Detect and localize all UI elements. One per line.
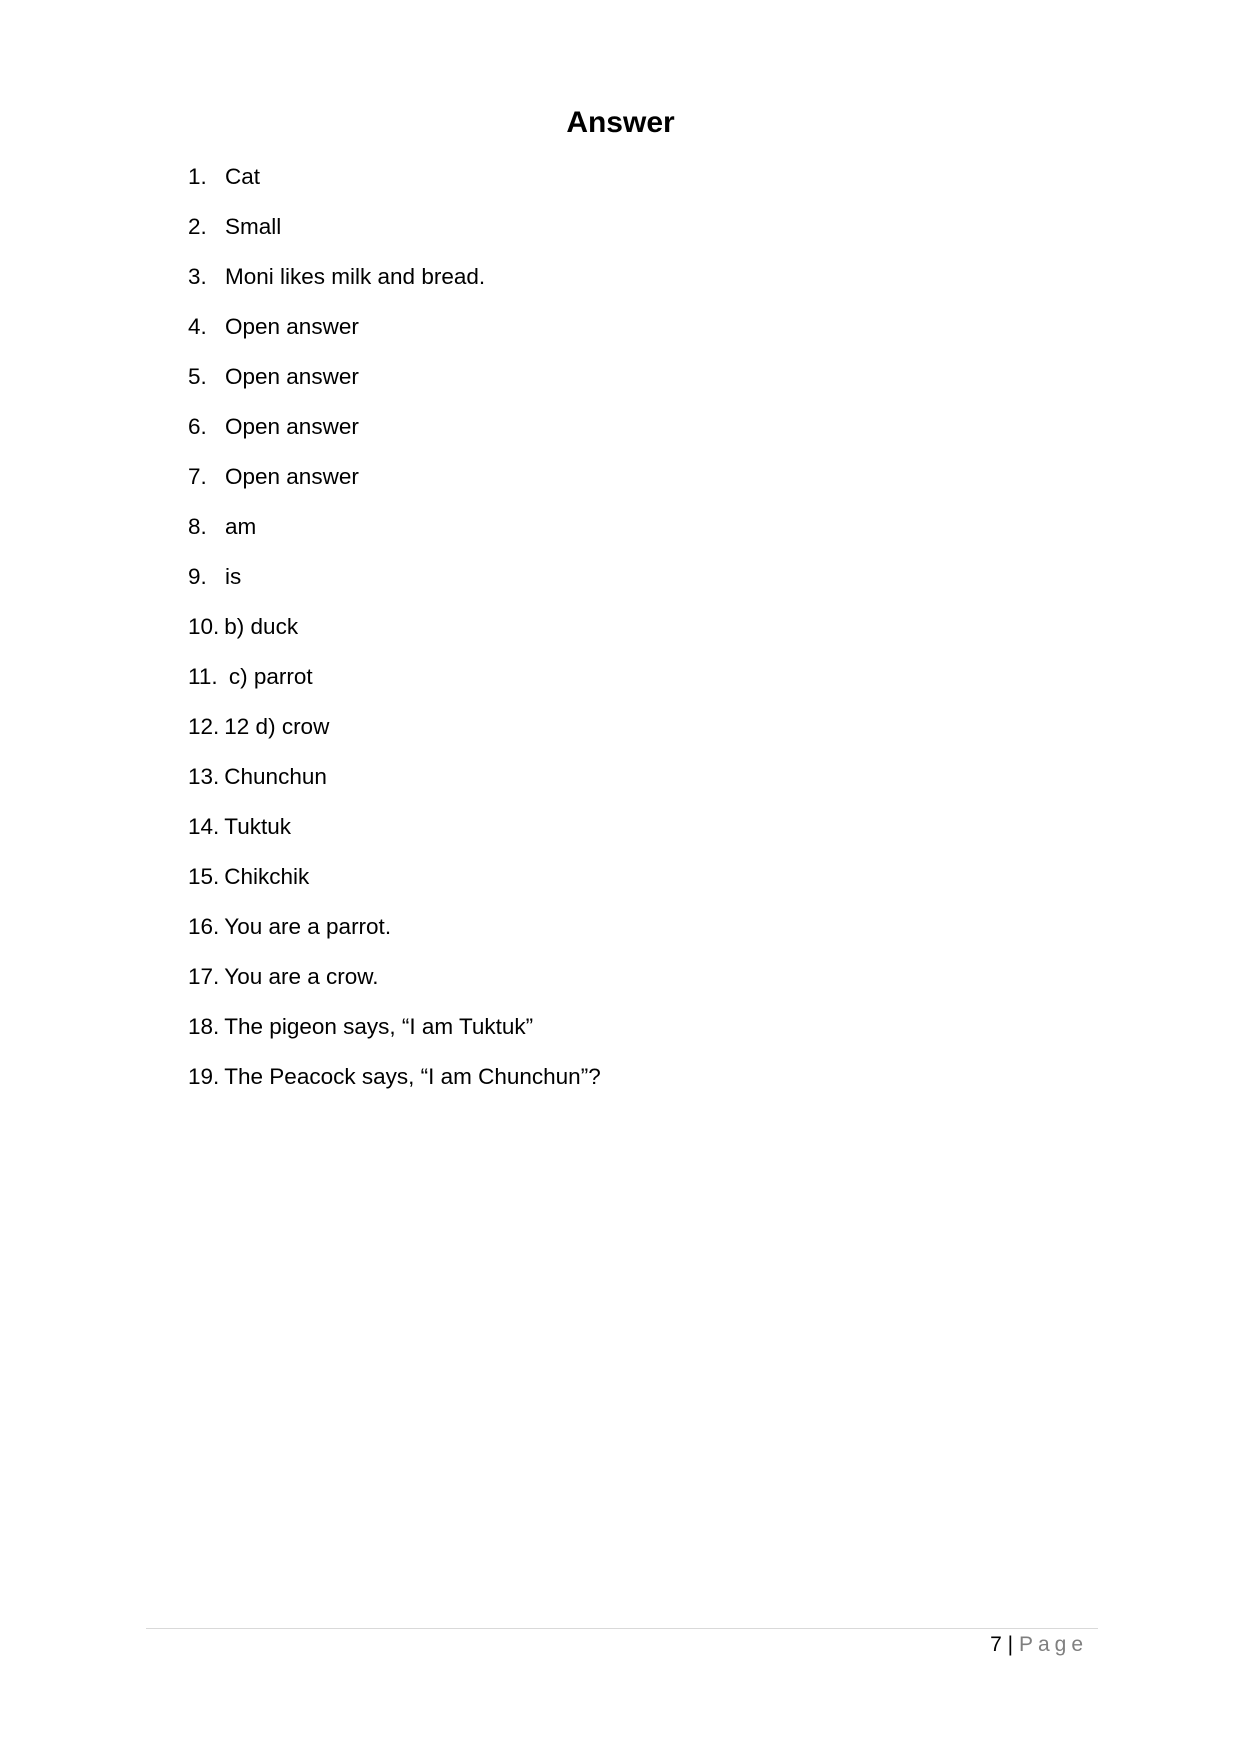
list-item <box>188 412 601 462</box>
item-number: 16. <box>188 914 220 939</box>
list-item <box>188 362 601 412</box>
list-item <box>188 512 601 562</box>
item-number: 19. <box>188 1064 220 1089</box>
item-text: 12 d) crow <box>224 714 330 739</box>
list-item <box>188 562 601 612</box>
item-number: 14. <box>188 814 220 839</box>
item-text: Chunchun <box>224 764 327 789</box>
page-title: Answer <box>566 106 675 139</box>
item-number: 3. <box>188 264 207 289</box>
item-text: b) duck <box>224 614 299 639</box>
item-text: Small <box>225 214 282 239</box>
item-number: 11. <box>188 664 218 689</box>
item-number: 2. <box>188 214 207 239</box>
item-number: 9. <box>188 564 207 589</box>
item-text: The Peacock says, “I am Chunchun”? <box>224 1064 601 1089</box>
list-item <box>188 262 601 312</box>
list-item <box>188 1062 601 1112</box>
list-item <box>188 762 601 812</box>
item-text: Tuktuk <box>224 814 291 839</box>
item-text: Open answer <box>225 314 359 339</box>
item-text: The pigeon says, “I am Tuktuk” <box>224 1014 534 1039</box>
page-footer <box>990 1630 1088 1660</box>
item-text: am <box>225 514 257 539</box>
item-text: Open answer <box>225 364 359 389</box>
list-item <box>188 712 601 762</box>
list-item <box>188 812 601 862</box>
item-number: 10. <box>188 614 220 639</box>
item-number: 4. <box>188 314 207 339</box>
page-label: Page <box>1018 1633 1088 1656</box>
item-text: Open answer <box>225 464 359 489</box>
list-item <box>188 862 601 912</box>
list-item <box>188 462 601 512</box>
item-text: c) parrot <box>222 664 313 689</box>
item-text: Chikchik <box>224 864 310 889</box>
list-item <box>188 612 601 662</box>
item-number: 6. <box>188 414 207 439</box>
footer-divider <box>146 1628 1098 1629</box>
list-item <box>188 912 601 962</box>
item-number: 1. <box>188 164 207 189</box>
list-item <box>188 662 601 712</box>
item-text: Moni likes milk and bread. <box>225 264 486 289</box>
list-item <box>188 312 601 362</box>
item-number: 15. <box>188 864 220 889</box>
item-number: 12. <box>188 714 220 739</box>
list-item <box>188 962 601 1012</box>
item-number: 8. <box>188 514 207 539</box>
footer-separator: | <box>1007 1633 1014 1656</box>
item-number: 17. <box>188 964 220 989</box>
answer-list <box>188 162 601 1112</box>
item-text: You are a crow. <box>224 964 379 989</box>
item-number: 18. <box>188 1014 220 1039</box>
item-text: is <box>225 564 242 589</box>
list-item <box>188 1012 601 1062</box>
item-number: 7. <box>188 464 207 489</box>
list-item <box>188 162 601 212</box>
item-text: Open answer <box>225 414 359 439</box>
item-number: 5. <box>188 364 207 389</box>
page-number: 7 <box>990 1633 1002 1656</box>
item-text: Cat <box>225 164 261 189</box>
list-item <box>188 212 601 262</box>
item-text: You are a parrot. <box>224 914 392 939</box>
item-number: 13. <box>188 764 220 789</box>
